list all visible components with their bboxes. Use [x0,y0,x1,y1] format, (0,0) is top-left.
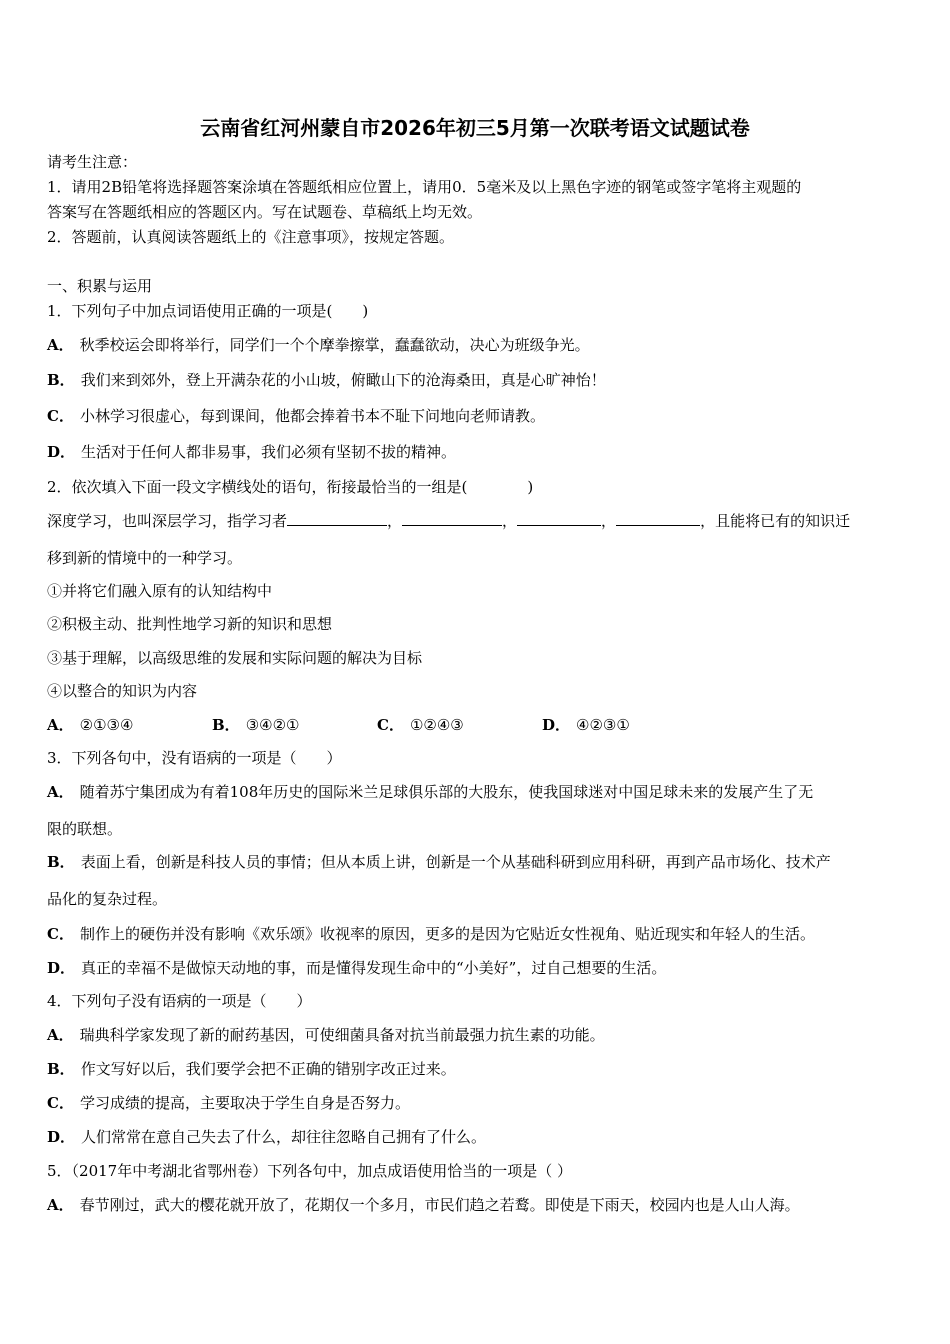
option-text: 小林学习很虚心，每到课间，他都会捧着书本不耻下问地向老师请教。 [79,407,545,425]
option-text: 瑞典科学家发现了新的耐药基因，可使细菌具备对抗当前最强力抗生素的功能。 [79,1026,605,1044]
option-label: A． [47,783,74,801]
option-label: D． [542,716,571,734]
q3-option-b-line-1 [47,852,831,872]
blank-3 [517,511,601,526]
q3-option-a-line-1 [47,782,813,802]
notice-item-2: 2．答题前，认真阅读答题纸上的《注意事项》，按规定答题。 [47,228,455,246]
q4-option-a [47,1025,605,1045]
q4-option-d [47,1127,486,1147]
option-label: A． [47,336,74,354]
option-text: ③④②① [245,716,300,734]
option-label: B． [212,716,240,734]
blank-2 [402,511,502,526]
q2-choice-c [377,715,464,735]
q4-option-c [47,1093,410,1113]
q2-choice-d [542,715,630,735]
option-text: 人们常常在意自己失去了什么，却往往忽略自己拥有了什么。 [81,1128,487,1146]
option-label: D． [47,959,76,977]
q2-stem: 2．依次填入下面一段文字横线处的语句，衔接最恰当的一组是( ) [47,478,534,496]
q3-option-d [47,958,666,978]
passage-start: 深度学习，也叫深层学习，指学习者 [47,512,288,530]
option-text: ①②④③ [409,716,464,734]
q2-choice-b [212,715,299,735]
q2-choice-a [47,715,133,735]
page-title: 云南省红河州蒙自市2026年初三5月第一次联考语文试题试卷 [200,116,750,140]
q4-stem: 4．下列句子没有语病的一项是（ ） [47,992,312,1010]
q3-option-c [47,924,815,944]
q2-passage-line-2: 移到新的情境中的一种学习。 [47,549,243,567]
option-label: C． [377,716,404,734]
option-text: 真正的幸福不是做惊天动地的事，而是懂得发现生命中的“小美好”，过自己想要的生活。 [81,959,667,977]
option-text: ④②③① [576,716,630,734]
q5-option-a [47,1195,800,1215]
option-label: A． [47,1196,74,1214]
q1-option-a [47,335,590,355]
option-text: 制作上的硬伤并没有影响《欢乐颂》收视率的原因，更多的是因为它贴近女性视角、贴近现实和年轻人的生活。 [79,925,815,943]
option-label: B． [47,1060,75,1078]
option-label: D． [47,443,76,461]
option-text: 学习成绩的提高，主要取决于学生自身是否努力。 [79,1094,410,1112]
option-text: ②①③④ [79,716,134,734]
q2-item-2: ②积极主动、批判性地学习新的知识和思想 [47,615,333,633]
blank-1 [287,511,387,526]
option-label: B． [47,371,75,389]
q2-item-1: ①并将它们融入原有的认知结构中 [47,582,273,600]
blank-4 [616,511,700,526]
notice-heading: 请考生注意： [47,153,138,171]
option-text: 春节刚过，武大的樱花就开放了，花期仅一个多月，市民们趋之若鹜。即使是下雨天，校园内也是人山人海。 [79,1196,800,1214]
option-text: 表面上看，创新是科技人员的事情；但从本质上讲，创新是一个从基础科研到应用科研，再到产品市场化、技术产 [80,853,831,871]
q3-option-b-line-2: 品化的复杂过程。 [47,890,168,908]
notice-item-1-line-2: 答案写在答题纸相应的答题区内。写在试题卷、草稿纸上均无效。 [47,203,483,221]
option-text: 我们来到郊外，登上开满杂花的小山坡，俯瞰山下的沧海桑田，真是心旷神怡！ [80,371,606,389]
q4-option-b [47,1059,456,1079]
option-label: C． [47,407,74,425]
option-text: 随着苏宁集团成为有着108年历史的国际米兰足球俱乐部的大股东，使我国球迷对中国足球未来的发展产生了无 [79,783,814,801]
notice-item-1-line-1: 1．请用2B铅笔将选择题答案涂填在答题纸相应位置上，请用0．5毫米及以上黑色字迹的钢笔或签字笔将主观题的 [47,178,802,196]
option-label: A． [47,1026,74,1044]
option-label: B． [47,853,75,871]
q2-item-4: ④以整合的知识为内容 [47,682,198,700]
section-heading: 一、积累与运用 [47,277,153,295]
option-text: 秋季校运会即将举行，同学们一个个摩拳擦掌，蠢蠢欲动，决心为班级争光。 [79,336,590,354]
q1-option-d [47,442,456,462]
q5-stem: 5．（2017年中考湖北省鄂州卷）下列各句中，加点成语使用恰当的一项是（ ） [47,1162,572,1180]
option-label: C． [47,1094,74,1112]
option-label: A． [47,716,74,734]
q1-stem: 1．下列句子中加点词语使用正确的一项是( ) [47,302,369,320]
q1-option-c [47,406,545,426]
option-label: C． [47,925,74,943]
option-label: D． [47,1128,76,1146]
q2-item-3: ③基于理解，以高级思维的发展和实际问题的解决为目标 [47,649,423,667]
q1-option-b [47,370,606,390]
option-text: 生活对于任何人都非易事，我们必须有坚韧不拔的精神。 [81,443,457,461]
q2-passage-line-1: 深度学习，也叫深层学习，指学习者 ， ， ， ，且能将已有的知识迁 [47,512,851,530]
q3-stem: 3．下列各句中，没有语病的一项是（ ） [47,749,342,767]
passage-end: ，且能将已有的知识迁 [700,512,851,530]
q3-option-a-line-2: 限的联想。 [47,820,123,838]
option-text: 作文写好以后，我们要学会把不正确的错别字改正过来。 [80,1060,456,1078]
